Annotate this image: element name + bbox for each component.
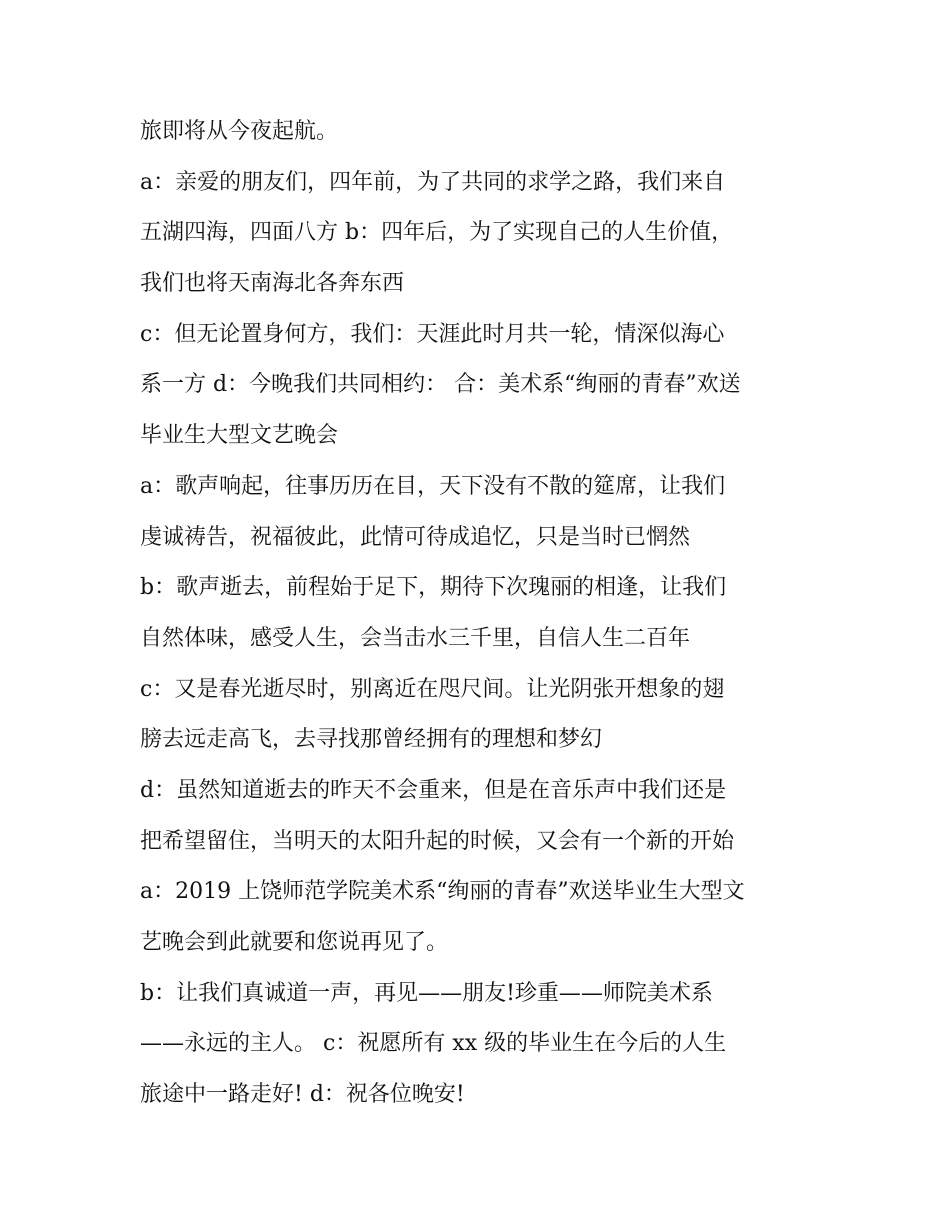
text-line: b：歌声逝去，前程始于足下，期待下次瑰丽的相逢，让我们 <box>140 575 727 601</box>
text-line: 毕业生大型文艺晚会 <box>140 423 339 449</box>
text-line: b：让我们真诚道一声，再见——朋友!珍重——师院美术系 <box>140 980 713 1006</box>
text-line: 虔诚祷告，祝福彼此，此情可待成追忆，只是当时已惘然 <box>140 524 691 550</box>
text-line: a：亲爱的朋友们，四年前，为了共同的求学之路，我们来自 <box>140 169 726 195</box>
text-line: c：又是春光逝尽时，别离近在咫尺间。让光阴张开想象的翅 <box>140 676 725 702</box>
text-line: a：歌声响起，往事历历在目，天下没有不散的筵席，让我们 <box>140 473 726 499</box>
text-line: c：但无论置身何方，我们：天涯此时月共一轮，情深似海心 <box>140 321 725 347</box>
text-line: 旅途中一路走好! d：祝各位晚安! <box>140 1082 465 1108</box>
text-line: 旅即将从今夜起航。 <box>140 119 339 144</box>
text-line: 艺晚会到此就要和您说再见了。 <box>140 930 449 955</box>
text-line: 系一方 d：今晚我们共同相约： 合：美术系“绚丽的青春”欢送 <box>140 372 741 398</box>
text-line: d：虽然知道逝去的昨天不会重来，但是在音乐声中我们还是 <box>140 777 727 803</box>
script-text-body <box>140 107 830 1121</box>
text-line: 我们也将天南海北各奔东西 <box>140 271 405 297</box>
text-line: ——永远的主人。 c：祝愿所有 xx 级的毕业生在今后的人生 <box>140 1031 727 1057</box>
text-line: a：2019 上饶师范学院美术系“绚丽的青春”欢送毕业生大型文 <box>140 879 745 905</box>
text-line: 膀去远走高飞，去寻找那曾经拥有的理想和梦幻 <box>140 727 603 753</box>
text-line: 把希望留住，当明天的太阳升起的时候，又会有一个新的开始 <box>140 828 735 854</box>
text-line: 自然体味，感受人生，会当击水三千里，自信人生二百年 <box>140 625 691 651</box>
text-line: 五湖四海，四面八方 b：四年后，为了实现自己的人生价值， <box>140 220 734 246</box>
